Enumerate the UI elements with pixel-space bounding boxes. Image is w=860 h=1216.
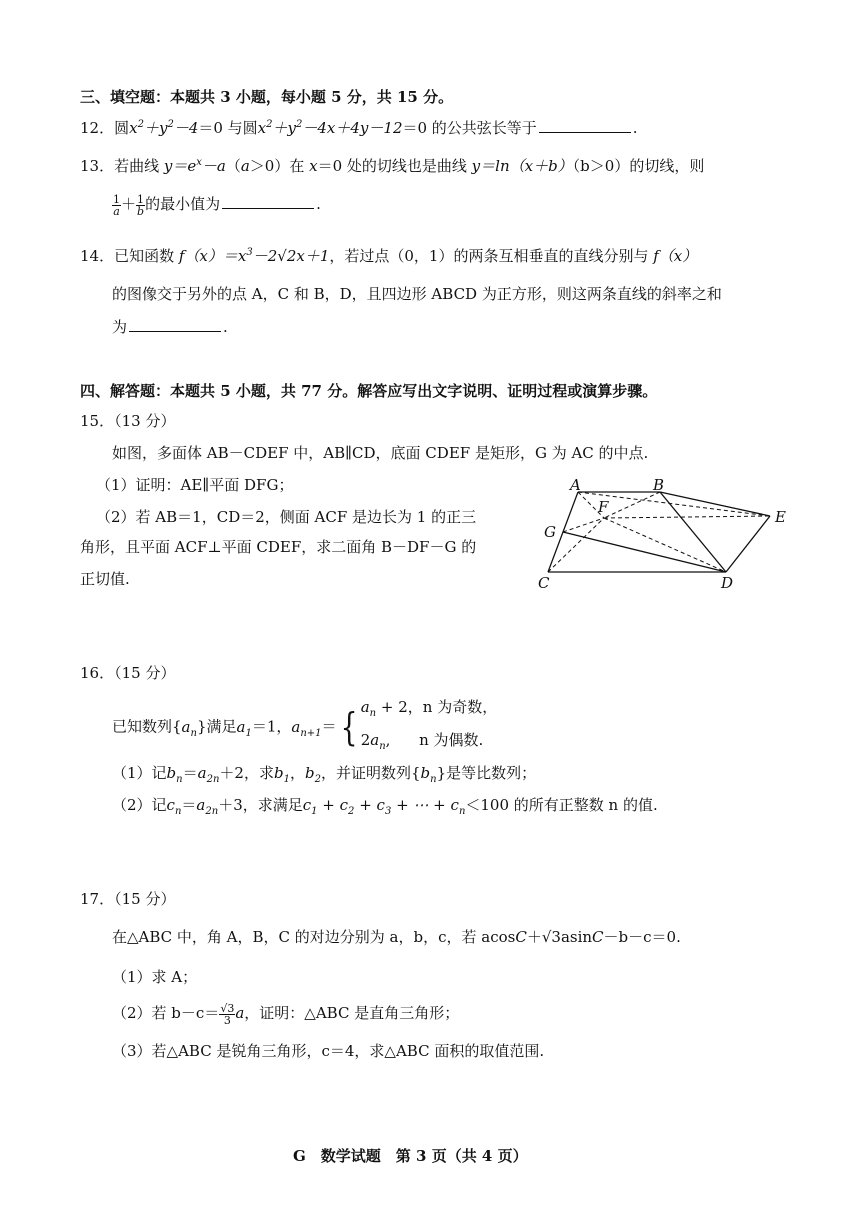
part-1-text-3: ，并证明数列 — [320, 764, 411, 782]
equation-curve-2: y＝ln（x＋b） — [471, 157, 573, 175]
part-1-text-1: （1）记 — [112, 764, 167, 782]
question-15-intro: 如图，多面体 AB－CDEF 中，AB∥CD，底面 CDEF 是矩形，G 为 AC 的中点. — [112, 444, 649, 462]
part-2-text-2: ，证明：△ABC 是直角三角形； — [244, 1004, 460, 1022]
question-13-text-4: ＝0 处的切线也是曲线 — [317, 157, 472, 175]
part-2-text-1: （2）记 — [112, 796, 167, 814]
brace: { — [340, 705, 358, 749]
vertex-label-b: B — [653, 476, 665, 494]
question-14-text-1: 已知函数 — [114, 247, 179, 265]
part-2-text-3: ＜100 的所有正整数 n 的值. — [465, 796, 658, 814]
vertex-label-c: C — [538, 574, 550, 592]
var-a: a — [240, 157, 250, 175]
case-odd: n 为奇数， — [422, 698, 498, 716]
question-12 — [80, 117, 638, 138]
question-12-text-2: ＝0 与圆 — [198, 119, 258, 137]
equation-curve-1: $y=e^x-a$ — [163, 157, 226, 175]
part-2-text-1: （2）若 b－c＝ — [112, 1004, 220, 1022]
section-4-title: 四、解答题：本题共 5 小题，共 77 分。解答应写出文字说明、证明过程或演算步骤。 — [80, 382, 658, 400]
section-3-title: 三、填空题：本题共 3 小题，每小题 5 分，共 15 分。 — [80, 88, 454, 106]
vertex-label-g: G — [544, 523, 556, 541]
part-2-text-2: ，求满足 — [242, 796, 303, 814]
page-footer: G 数学试题 第 3 页（共 4 页） — [293, 1147, 528, 1165]
question-15-number: 15．（13 分） — [80, 412, 176, 430]
question-13-line-2: $\frac{1}{a}$ ＋ $\frac{1}{b}$ 的最小值为 . — [113, 192, 321, 218]
question-13-line-1 — [80, 155, 704, 176]
vertex-label-f: F — [598, 498, 609, 516]
question-17-number: 17．（15 分） — [80, 890, 176, 908]
question-13-text-5: （b＞0）的切线，则 — [572, 157, 705, 175]
vertex-label-a: A — [570, 476, 581, 494]
question-15-part-2-line-2: 角形，且平面 ACF⊥平面 CDEF，求二面角 B－DF－G 的 — [80, 538, 477, 556]
question-16-intro: 已知数列$\{a_n\}$满足$a_1=1$，$a_{n+1}=${ $a_n + 2$，n 为奇数， $2a_n$, n 为偶数. — [112, 694, 497, 760]
question-12-text-1: 圆 — [114, 119, 130, 137]
question-13-text-3: ＞0）在 — [249, 157, 310, 175]
period: . — [223, 318, 228, 336]
fraction-1-over-b: $\frac{1}{b}$ — [137, 192, 145, 218]
fraction-1-over-a: $\frac{1}{a}$ — [113, 192, 120, 218]
fraction-sqrt3-over-3: $\frac{√3}{3}$ — [220, 1001, 235, 1027]
question-15-part-2-line-1: （2）若 AB＝1，CD＝2，侧面 ACF 是边长为 1 的正三 — [96, 508, 477, 526]
question-14-text-2: ，若过点（0，1）的两条互相垂直的直线分别与 — [329, 247, 654, 265]
equation-circle-1: $x^2+y^2-4$ — [129, 119, 199, 137]
question-15-part-1: （1）证明：AE∥平面 DFG； — [96, 476, 294, 494]
intro-text-1: 在△ABC 中，角 A，B，C 的对边分别为 a，b，c，若 acos — [112, 928, 516, 946]
question-16-part-1: （1）记$b_n=a_{2n}+2$，求$b_1$，$b_2$，并证明数列$\{b_n\}$是等比数列； — [112, 764, 537, 785]
piecewise-cases: $a_n + 2$，n 为奇数， $2a_n$, n 为偶数. — [360, 698, 498, 752]
question-15-part-2-line-3: 正切值. — [80, 570, 130, 588]
question-17-intro: 在△ABC 中，角 A，B，C 的对边分别为 a，b，c，若 acosC＋√3asinC－b－c＝0. — [112, 928, 681, 946]
answer-blank — [129, 317, 221, 332]
var-x: x — [309, 157, 318, 175]
question-12-text-3: ＝0 的公共弦长等于 — [402, 119, 537, 137]
vertex-label-d: D — [721, 574, 734, 592]
equation-function: $f(x)=x^3-2√2x+1$ — [178, 247, 330, 265]
question-14-line-2: 的图像交于另外的点 A，C 和 B，D，且四边形 ABCD 为正方形，则这两条直线的斜率之和 — [112, 285, 722, 303]
question-13-text-2: （ — [225, 157, 241, 175]
question-12-number: 12． — [80, 119, 115, 137]
question-14-text-3: 为 — [112, 318, 128, 336]
question-14-line-1 — [80, 245, 697, 266]
question-14-number: 14． — [80, 247, 115, 265]
function-f-x: f（x） — [653, 247, 698, 265]
answer-blank — [222, 194, 314, 209]
question-13-number: 13． — [80, 157, 115, 175]
question-17-part-3: （3）若△ABC 是锐角三角形，c＝4，求△ABC 面积的取值范围. — [112, 1042, 545, 1060]
vertex-label-e: E — [775, 508, 786, 526]
question-16-number: 16．（15 分） — [80, 664, 176, 682]
question-16-part-2: （2）记$c_n=a_{2n}+3$，求满足$c_1 + c_2 + c_3$ + ⋯ + $c_n<100$ 的所有正整数 n 的值. — [112, 796, 658, 817]
intro-text-2: asin — [560, 928, 593, 946]
question-17-part-1: （1）求 A； — [112, 968, 198, 986]
part-1-text-4: 是等比数列； — [446, 764, 537, 782]
period: . — [316, 195, 321, 213]
question-14-line-3 — [112, 316, 228, 337]
equation-circle-2: $x^2+y^2-4x+4y-12$ — [257, 119, 403, 137]
case-even: n 为偶数. — [419, 731, 484, 749]
question-13-text-1: 若曲线 — [114, 157, 164, 175]
question-17-part-2: （2）若 b－c＝ $\frac{√3}{3}$ a，证明：△ABC 是直角三角形； — [112, 1001, 460, 1027]
intro-text-3: －b－c＝0. — [603, 928, 681, 946]
polyhedron-figure — [525, 470, 790, 595]
period: . — [632, 119, 638, 137]
part-1-text-2: ，求 — [243, 764, 274, 782]
answer-blank — [539, 118, 631, 133]
question-13-text-6: 的最小值为 — [145, 195, 221, 213]
